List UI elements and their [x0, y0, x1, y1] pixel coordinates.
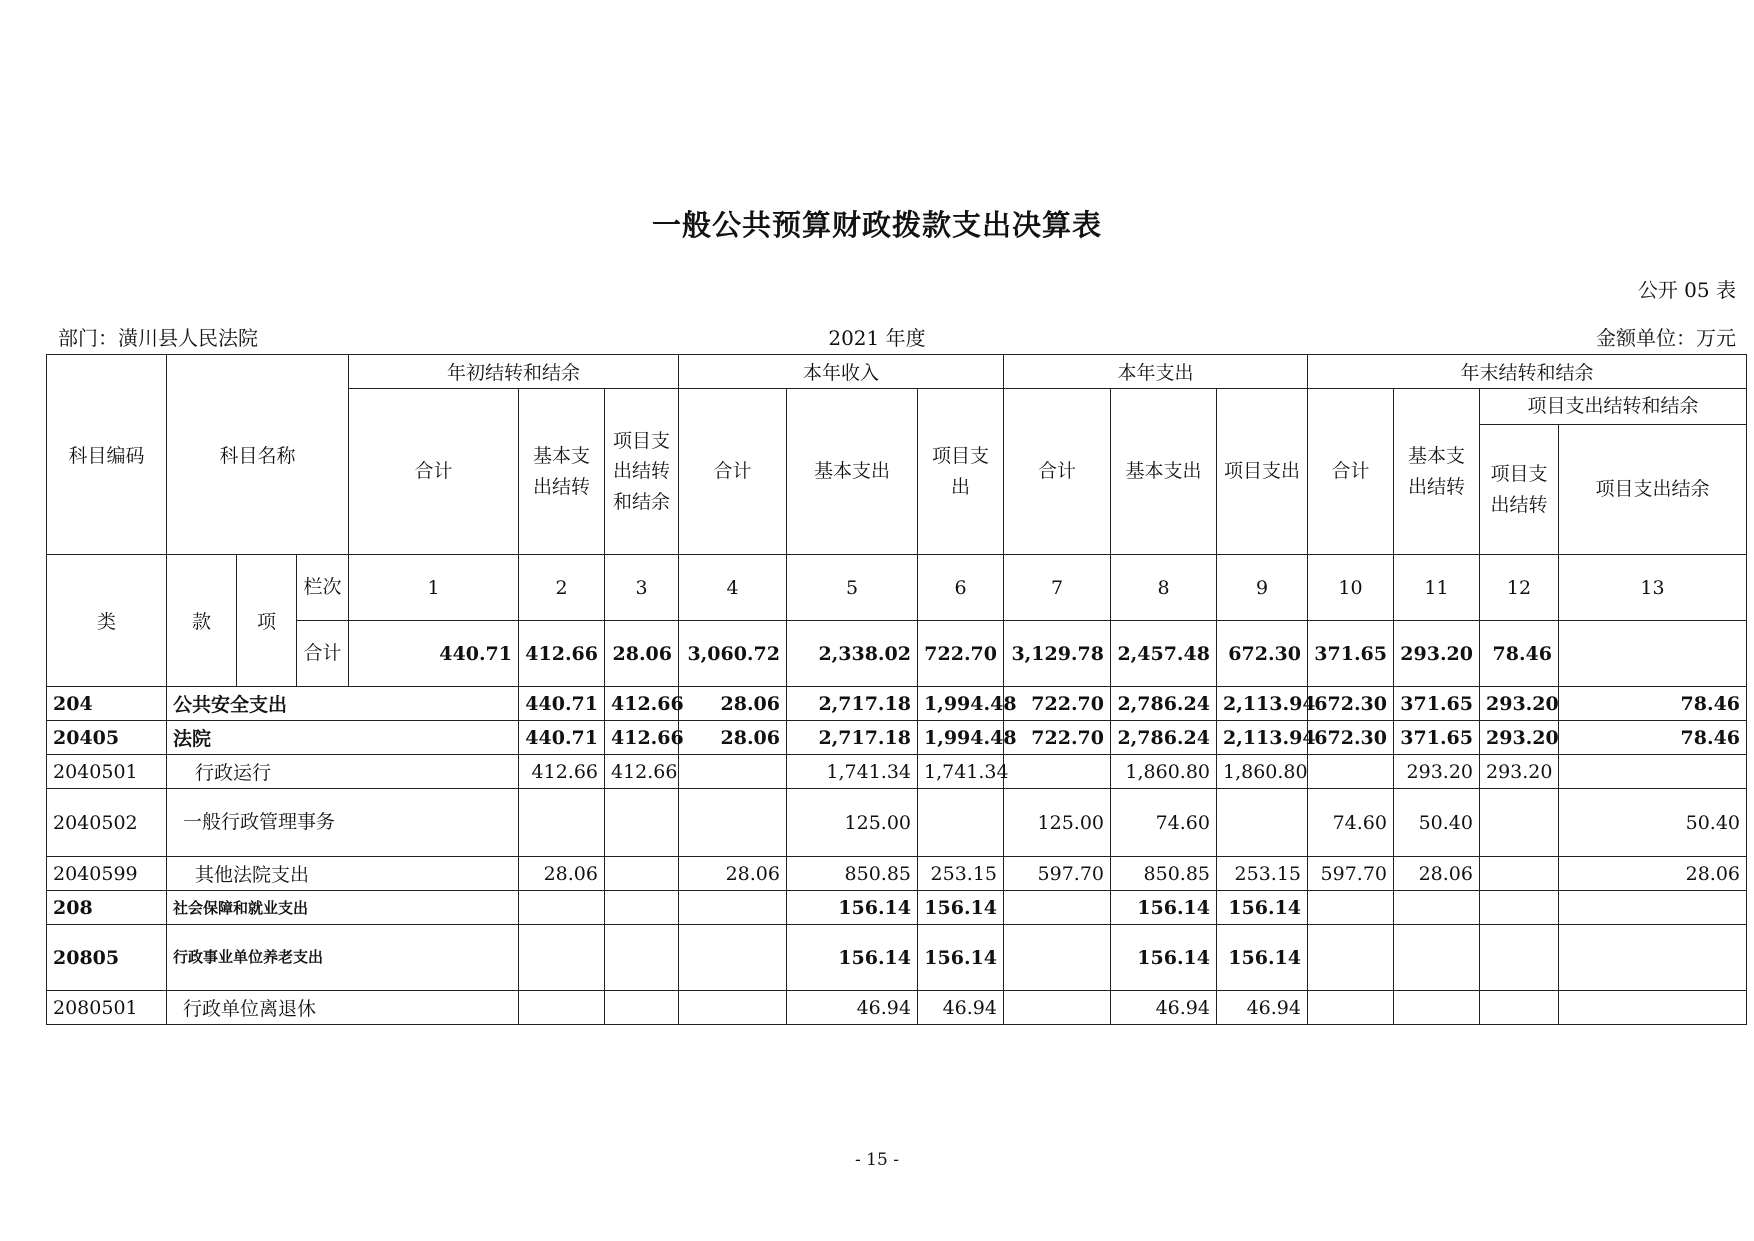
- row-cell: 1,860.80: [1111, 755, 1217, 789]
- row-cell: [918, 789, 1004, 857]
- header-code: 科目编码: [47, 355, 167, 555]
- total-cell: 78.46: [1480, 621, 1559, 687]
- row-cell: 74.60: [1111, 789, 1217, 857]
- table-row: [47, 789, 1747, 857]
- row-cell: [519, 991, 605, 1025]
- row-cell: 850.85: [1111, 857, 1217, 891]
- row-cell: 156.14: [918, 891, 1004, 925]
- row-cell: [1480, 857, 1559, 891]
- row-cell: 28.06: [519, 857, 605, 891]
- header-basic-exp: 基本支出: [787, 389, 918, 555]
- table-row: [47, 755, 1747, 789]
- row-code: 20805: [47, 925, 167, 991]
- row-cell: 46.94: [787, 991, 918, 1025]
- header-basic-carry: 基本支出结转: [1394, 389, 1480, 555]
- header-project-exp: 项目支出: [1217, 389, 1308, 555]
- header-project-carry-balance-group: 项目支出结转和结余: [1480, 389, 1747, 425]
- row-cell: 28.06: [679, 857, 787, 891]
- row-cell: 371.65: [1394, 687, 1480, 721]
- page-title: 一般公共预算财政拨款支出决算表: [651, 208, 1102, 242]
- row-cell: [1394, 991, 1480, 1025]
- row-code: 2040599: [47, 857, 167, 891]
- row-cell: 1,741.34: [787, 755, 918, 789]
- row-cell: 2,786.24: [1111, 721, 1217, 755]
- row-code: 20405: [47, 721, 167, 755]
- row-cell: 2,717.18: [787, 721, 918, 755]
- row-cell: 2,786.24: [1111, 687, 1217, 721]
- row-cell: 28.06: [679, 721, 787, 755]
- header-opening-balance: 年初结转和结余: [349, 355, 679, 389]
- column-number: 2: [519, 555, 605, 621]
- row-code: 2040501: [47, 755, 167, 789]
- row-cell: 412.66: [605, 687, 679, 721]
- row-cell: 293.20: [1480, 755, 1559, 789]
- row-cell: 125.00: [1004, 789, 1111, 857]
- header-name: 科目名称: [167, 355, 349, 555]
- row-cell: [605, 991, 679, 1025]
- row-cell: 78.46: [1559, 721, 1747, 755]
- row-cell: 412.66: [605, 721, 679, 755]
- fiscal-year: 2021 年度: [828, 326, 926, 350]
- row-cell: [605, 925, 679, 991]
- row-cell: 28.06: [1394, 857, 1480, 891]
- header-project-carry: 项目支出结转: [1480, 425, 1559, 555]
- row-cell: 28.06: [1559, 857, 1747, 891]
- row-cell: 46.94: [918, 991, 1004, 1025]
- total-cell: 2,457.48: [1111, 621, 1217, 687]
- header-expenditure: 本年支出: [1004, 355, 1308, 389]
- header-closing-balance: 年末结转和结余: [1308, 355, 1747, 389]
- row-cell: [1004, 925, 1111, 991]
- row-cell: [679, 789, 787, 857]
- header-lei: 类: [47, 555, 167, 687]
- row-name: 社会保障和就业支出: [167, 891, 519, 925]
- column-number: 9: [1217, 555, 1308, 621]
- row-cell: 440.71: [519, 721, 605, 755]
- row-cell: 156.14: [787, 891, 918, 925]
- row-cell: 1,994.48: [918, 687, 1004, 721]
- row-cell: [1480, 925, 1559, 991]
- header-total: 合计: [1308, 389, 1394, 555]
- row-cell: [519, 789, 605, 857]
- row-cell: [1004, 755, 1111, 789]
- department-label: 部门：潢川县人民法院: [58, 326, 258, 350]
- total-cell: 440.71: [349, 621, 519, 687]
- row-code: 204: [47, 687, 167, 721]
- total-cell: 293.20: [1394, 621, 1480, 687]
- column-number: 8: [1111, 555, 1217, 621]
- row-cell: 672.30: [1308, 687, 1394, 721]
- row-cell: 2,113.94: [1217, 721, 1308, 755]
- row-code: 2080501: [47, 991, 167, 1025]
- total-cell: 28.06: [605, 621, 679, 687]
- total-cell: 722.70: [918, 621, 1004, 687]
- row-cell: 50.40: [1559, 789, 1747, 857]
- row-cell: 293.20: [1480, 721, 1559, 755]
- header-project-exp: 项目支出: [918, 389, 1004, 555]
- row-cell: 156.14: [1217, 891, 1308, 925]
- page-number: - 15 -: [855, 1150, 899, 1170]
- row-name: 行政事业单位养老支出: [167, 925, 519, 991]
- header-project-balance: 项目支出结余: [1559, 425, 1747, 555]
- row-cell: 156.14: [1217, 925, 1308, 991]
- row-cell: 78.46: [1559, 687, 1747, 721]
- header-total: 合计: [679, 389, 787, 555]
- row-cell: 28.06: [679, 687, 787, 721]
- row-cell: 156.14: [787, 925, 918, 991]
- row-name: 其他法院支出: [167, 857, 519, 891]
- table-row: [47, 991, 1747, 1025]
- row-cell: 1,994.48: [918, 721, 1004, 755]
- column-number: 7: [1004, 555, 1111, 621]
- table-row: [47, 891, 1747, 925]
- row-cell: [605, 891, 679, 925]
- row-name: 行政单位离退休: [167, 991, 519, 1025]
- column-number: 1: [349, 555, 519, 621]
- table-row: [47, 687, 1747, 721]
- row-cell: 722.70: [1004, 721, 1111, 755]
- table-number: 公开 05 表: [1637, 278, 1736, 302]
- row-cell: [1559, 925, 1747, 991]
- row-cell: 156.14: [1111, 925, 1217, 991]
- row-cell: [1004, 891, 1111, 925]
- column-number: 11: [1394, 555, 1480, 621]
- header-project-carry-balance: 项目支出结转和结余: [605, 389, 679, 555]
- column-number: 12: [1480, 555, 1559, 621]
- row-name: 一般行政管理事务: [167, 789, 519, 857]
- row-cell: [1480, 991, 1559, 1025]
- header-total: 合计: [1004, 389, 1111, 555]
- header-income: 本年收入: [679, 355, 1004, 389]
- header-lanci: 栏次: [297, 555, 349, 621]
- row-cell: 2,113.94: [1217, 687, 1308, 721]
- column-number: 13: [1559, 555, 1747, 621]
- row-cell: [1559, 891, 1747, 925]
- row-cell: [605, 789, 679, 857]
- table-row: [47, 925, 1747, 991]
- row-cell: 412.66: [519, 755, 605, 789]
- row-cell: 253.15: [918, 857, 1004, 891]
- row-code: 2040502: [47, 789, 167, 857]
- header-total: 合计: [349, 389, 519, 555]
- row-name: 行政运行: [167, 755, 519, 789]
- total-cell: 2,338.02: [787, 621, 918, 687]
- row-cell: 850.85: [787, 857, 918, 891]
- row-cell: 46.94: [1217, 991, 1308, 1025]
- row-cell: 125.00: [787, 789, 918, 857]
- expenditure-table: [46, 354, 1747, 1025]
- amount-unit: 金额单位：万元: [1596, 326, 1736, 350]
- row-cell: 1,741.34: [918, 755, 1004, 789]
- row-cell: 156.14: [1111, 891, 1217, 925]
- row-cell: 156.14: [918, 925, 1004, 991]
- row-cell: 371.65: [1394, 721, 1480, 755]
- row-cell: 1,860.80: [1217, 755, 1308, 789]
- total-cell: 3,060.72: [679, 621, 787, 687]
- row-cell: [519, 891, 605, 925]
- row-cell: [1308, 891, 1394, 925]
- row-cell: [1559, 991, 1747, 1025]
- row-code: 208: [47, 891, 167, 925]
- row-cell: 74.60: [1308, 789, 1394, 857]
- row-cell: [1394, 891, 1480, 925]
- table-row: [47, 857, 1747, 891]
- row-cell: [1004, 991, 1111, 1025]
- row-cell: [679, 991, 787, 1025]
- row-cell: [679, 925, 787, 991]
- row-cell: [1308, 991, 1394, 1025]
- header-xiang: 项: [237, 555, 297, 687]
- row-cell: 412.66: [605, 755, 679, 789]
- row-cell: 597.70: [1308, 857, 1394, 891]
- total-cell: 412.66: [519, 621, 605, 687]
- total-cell: 672.30: [1217, 621, 1308, 687]
- total-cell: [1559, 621, 1747, 687]
- row-cell: [679, 891, 787, 925]
- row-cell: [1559, 755, 1747, 789]
- row-cell: 597.70: [1004, 857, 1111, 891]
- row-cell: [1308, 755, 1394, 789]
- header-basic-exp: 基本支出: [1111, 389, 1217, 555]
- header-heji: 合计: [297, 621, 349, 687]
- header-basic-carry: 基本支出结转: [519, 389, 605, 555]
- row-cell: [1308, 925, 1394, 991]
- row-cell: 293.20: [1480, 687, 1559, 721]
- row-cell: [1394, 925, 1480, 991]
- column-number: 6: [918, 555, 1004, 621]
- total-row: [47, 621, 1747, 687]
- row-name: 法院: [167, 721, 519, 755]
- row-cell: [1480, 789, 1559, 857]
- column-number: 4: [679, 555, 787, 621]
- header-kuan: 款: [167, 555, 237, 687]
- row-cell: 293.20: [1394, 755, 1480, 789]
- total-cell: 371.65: [1308, 621, 1394, 687]
- table-row: [47, 721, 1747, 755]
- row-cell: 50.40: [1394, 789, 1480, 857]
- row-cell: 2,717.18: [787, 687, 918, 721]
- row-cell: 46.94: [1111, 991, 1217, 1025]
- row-cell: [519, 925, 605, 991]
- column-number: 3: [605, 555, 679, 621]
- row-name: 公共安全支出: [167, 687, 519, 721]
- row-cell: [679, 755, 787, 789]
- row-cell: 440.71: [519, 687, 605, 721]
- row-cell: 722.70: [1004, 687, 1111, 721]
- row-cell: [1217, 789, 1308, 857]
- column-number: 5: [787, 555, 918, 621]
- row-cell: 253.15: [1217, 857, 1308, 891]
- row-cell: [1480, 891, 1559, 925]
- row-cell: 672.30: [1308, 721, 1394, 755]
- row-cell: [605, 857, 679, 891]
- column-number: 10: [1308, 555, 1394, 621]
- total-cell: 3,129.78: [1004, 621, 1111, 687]
